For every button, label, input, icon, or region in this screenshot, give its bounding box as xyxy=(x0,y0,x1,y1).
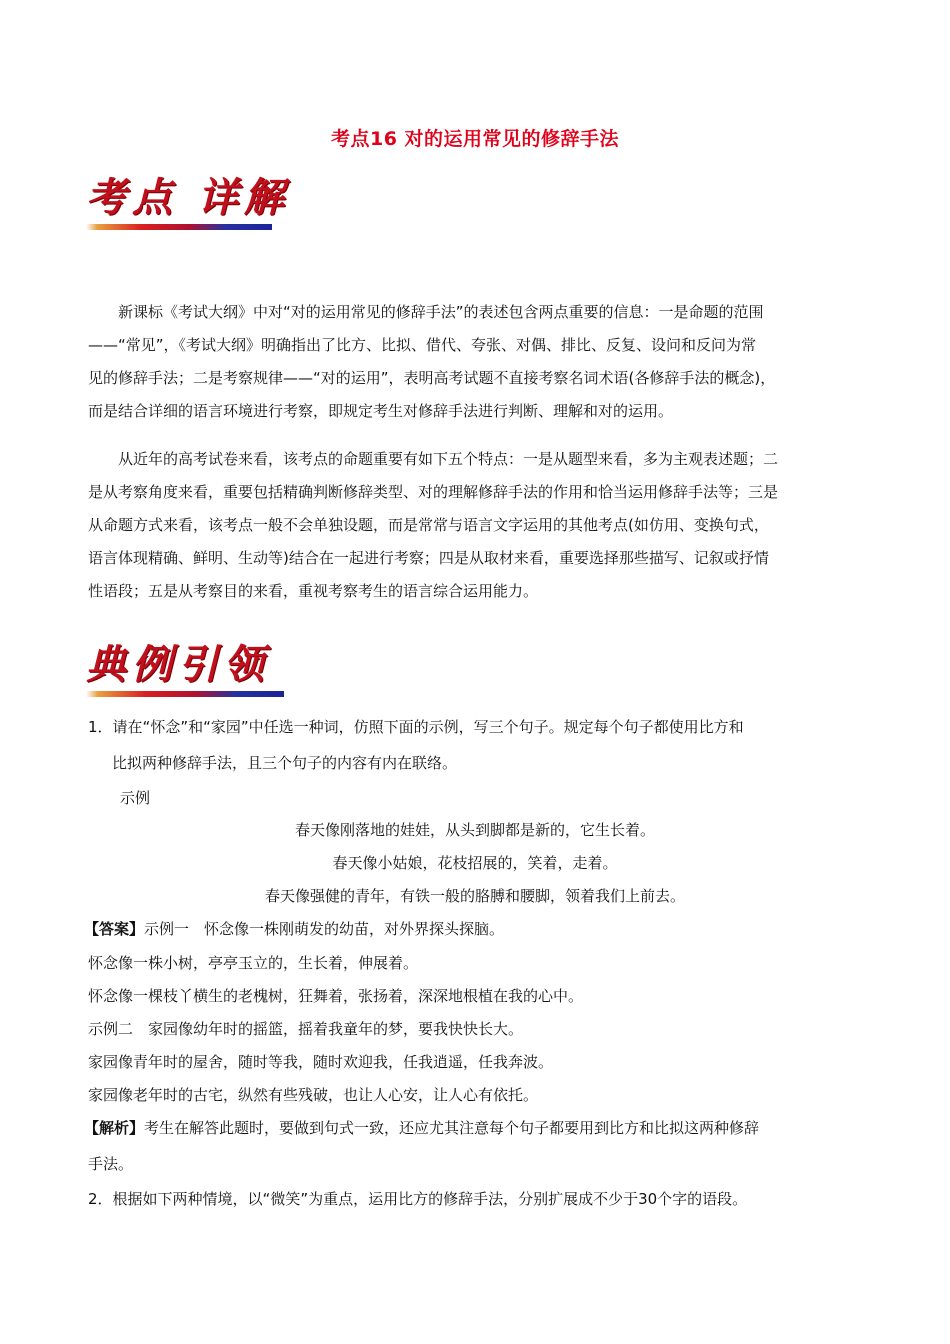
banner-detail-text: 考点 详解 xyxy=(86,174,290,221)
section-banner-examples xyxy=(86,641,284,697)
analysis-line-1 xyxy=(84,1117,759,1138)
answer-line-5: 家园像青年时的屋舍，随时等我，随时欢迎我，任我逍遥，任我奔波。 xyxy=(88,1053,554,1071)
text-line: ——“常见”，《考试大纲》明确指出了比方、比拟、借代、夸张、对偶、排比、反复、设问和反问为常 xyxy=(88,336,757,354)
page-title: 考点16 对的运用常见的修辞手法 xyxy=(330,128,620,150)
banner-underline xyxy=(86,224,272,230)
example-sentence-3: 春天像强健的青年，有铁一般的胳膊和腰脚，领着我们上前去。 xyxy=(264,887,685,905)
answer-line-4: 示例二 家园像幼年时的摇篮，摇着我童年的梦，要我快快长大。 xyxy=(88,1020,524,1038)
text-line: 性语段；五是从考察目的来看，重视考察考生的语言综合运用能力。 xyxy=(88,582,539,600)
text-line: 而是结合详细的语言环境进行考察，即规定考生对修辞手法进行判断、理解和对的运用。 xyxy=(88,402,674,420)
answer-text: 示例一 怀念像一株刚萌发的幼苗，对外界探头探脑。 xyxy=(144,920,505,938)
banner-underline xyxy=(86,691,284,697)
text-line: 是从考察角度来看，重要包括精确判断修辞类型、对的理解修辞手法的作用和恰当运用修辞手法等；三是 xyxy=(88,483,779,501)
text-line: 新课标《考试大纲》中对“对的运用常见的修辞手法”的表述包含两点重要的信息：一是命题的范围 xyxy=(118,303,764,321)
question-1-text: 1．请在“怀念”和“家园”中任选一种词，仿照下面的示例，写三个句子。规定每个句子都使用比方和 xyxy=(88,718,744,736)
text-line: 从命题方式来看，该考点一般不会单独设题，而是常常与语言文字运用的其他考点(如仿用、变换句式， xyxy=(88,516,769,534)
answer-tag: 【答案】 xyxy=(84,920,145,938)
question-2-text: 2．根据如下两种情境，以“微笑”为重点，运用比方的修辞手法，分别扩展成不少于30个字的语段。 xyxy=(88,1190,748,1208)
analysis-text: 考生在解答此题时，要做到句式一致，还应尤其注意每个句子都要用到比方和比拟这两种修辞 xyxy=(144,1119,760,1137)
answer-line-1 xyxy=(84,918,504,939)
banner-examples-text: 典例引领 xyxy=(86,641,270,688)
answer-line-2: 怀念像一株小树，亭亭玉立的，生长着，伸展着。 xyxy=(88,954,419,972)
analysis-tag: 【解析】 xyxy=(84,1119,145,1137)
question-1-text-cont: 比拟两种修辞手法，且三个句子的内容有内在联络。 xyxy=(112,754,458,772)
analysis-line-2: 手法。 xyxy=(88,1155,134,1173)
example-label: 示例 xyxy=(120,789,151,807)
example-sentence-1: 春天像刚落地的娃娃，从头到脚都是新的，它生长着。 xyxy=(294,821,655,839)
text-line: 见的修辞手法；二是考察规律——“对的运用”，表明高考试题不直接考察名词术语(各修辞手法的概念)， xyxy=(88,369,776,387)
intro-paragraph-2 xyxy=(88,443,864,608)
answer-line-6: 家园像老年时的古宅，纵然有些残破，也让人心安，让人心有依托。 xyxy=(88,1086,539,1104)
intro-paragraph-1 xyxy=(88,296,864,428)
text-line: 语言体现精确、鲜明、生动等)结合在一起进行考察；四是从取材来看，重要选择那些描写、记叙或抒情 xyxy=(88,549,769,567)
example-sentence-2: 春天像小姑娘，花枝招展的，笑着，走着。 xyxy=(332,854,618,872)
section-banner-detail xyxy=(86,174,290,230)
answer-line-3: 怀念像一棵枝丫横生的老槐树，狂舞着，张扬着，深深地根植在我的心中。 xyxy=(88,987,584,1005)
text-line: 从近年的高考试卷来看，该考点的命题重要有如下五个特点：一是从题型来看，多为主观表述题；二 xyxy=(118,450,779,468)
